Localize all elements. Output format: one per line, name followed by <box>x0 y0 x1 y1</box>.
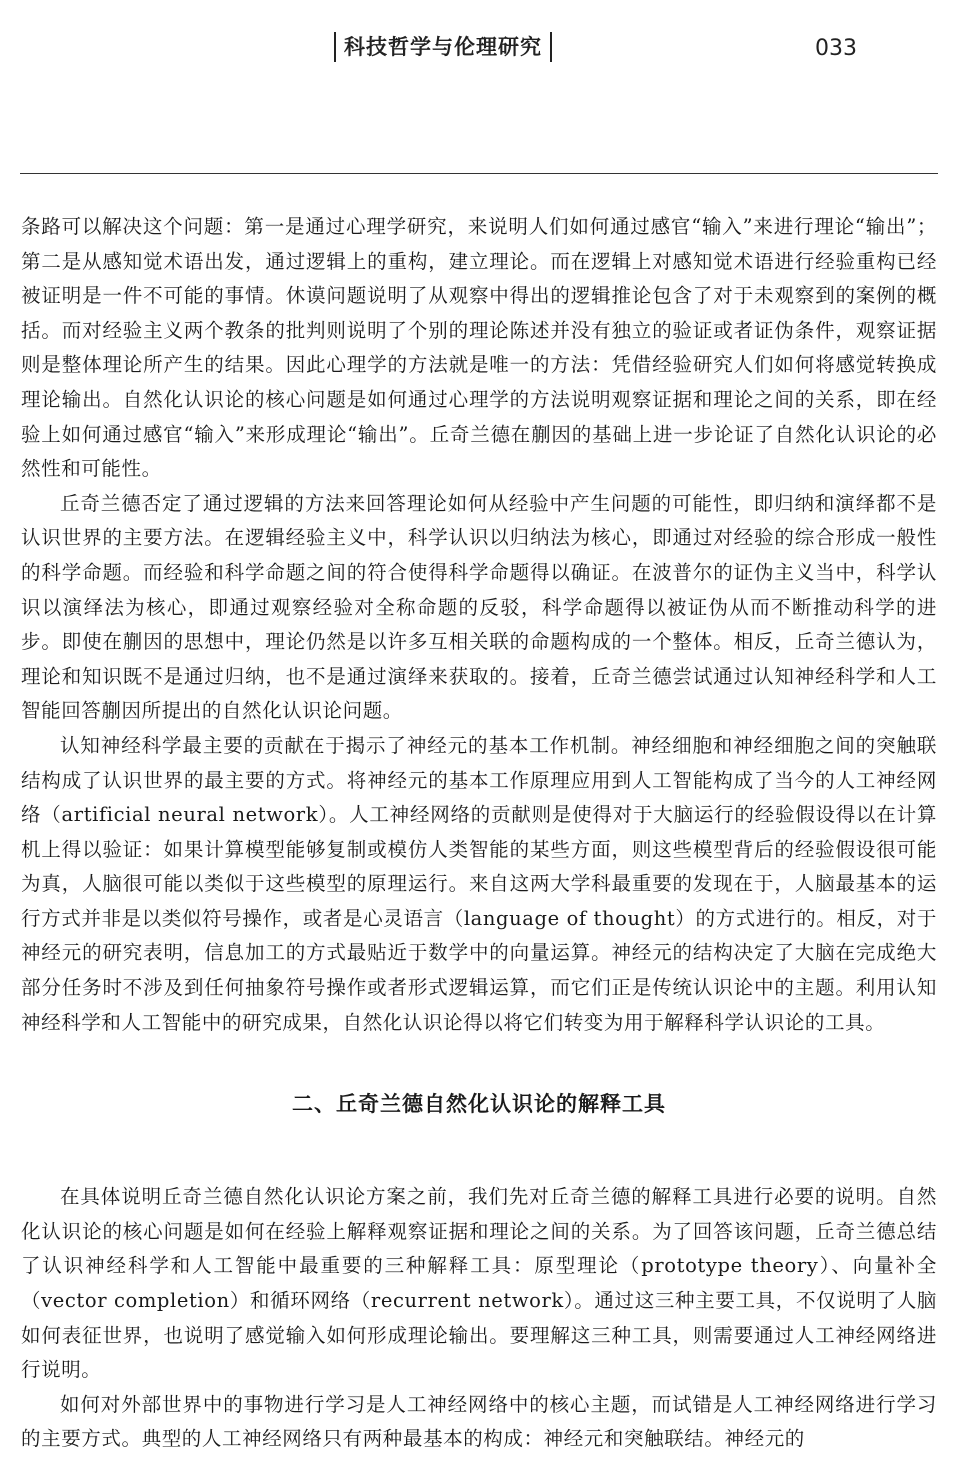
paragraph-5: 如何对外部世界中的事物进行学习是人工神经网络中的核心主题，而试错是人工神经网络进行学习的主要方式。典型的人工神经网络只有两种最基本的构成：神经元和突触联结。神经元的 <box>21 1392 937 1451</box>
paragraph-1: 条路可以解决这个问题：第一是通过心理学研究，来说明人们如何通过感官“输入”来进行理论“输出”；第二是从感知觉术语出发，通过逻辑上的重构，建立理论。而在逻辑上对感知觉术语进行经验重构已经被证明是一件不可能的事情。休谟问题说明了从观察中得出的逻辑推论包含了对于未观察到的案例的概括。而对经验主义两个教条的批判则说明了个别的理论陈述并没有独立的验证或者证伪条件，观察证据则是整体理论所产生的结果。因此心理学的方法就是唯一的方法：凭借经验研究人们如何将感觉转换成理论输出。自然化认识论的核心问题是如何通过心理学的方法说明观察证据和理论之间的关系，即在经验上如何通过感官“输入”来形成理论“输出”。丘奇兰德在蒯因的基础上进一步论证了自然化认识论的必然性和可能性。 <box>21 215 937 481</box>
section-heading: 二、丘奇兰德自然化认识论的解释工具 <box>292 1092 666 1117</box>
paragraph-3: 认知神经科学最主要的贡献在于揭示了神经元的基本工作机制。神经细胞和神经细胞之间的突触联结构成了认识世界的最主要的方式。将神经元的基本工作原理应用到人工智能构成了当今的人工神经网络（artificial neural network）。人工神经网络的贡献则是使得对于大脑运行的经验假设得以在计算机上得以验证：如果计算模型能够复制或模仿人类智能的某些方面，则这些模型背后的经验假设很可能为真，人脑很可能以类似于这些模型的原理运行。来自这两大学科最重要的发现在于，人脑最基本的运行方式并非是以类似符号操作，或者是心灵语言（language of thought）的方式进行的。相反，对于神经元的研究表明，信息加工的方式最贴近于数学中的向量运算。神经元的结构决定了大脑在完成绝大部分任务时不涉及到任何抽象符号操作或者形式逻辑运算，而它们正是传统认识论中的主题。利用认知神经科学和人工智能中的研究成果，自然化认识论得以将它们转变为用于解释科学认识论的工具。 <box>21 733 937 1034</box>
page-header <box>0 28 958 68</box>
page-number: 033 <box>815 36 857 61</box>
article-body <box>21 210 937 1457</box>
header-rule <box>20 173 938 174</box>
journal-title: 科技哲学与伦理研究 <box>334 32 552 62</box>
paragraph-2: 丘奇兰德否定了通过逻辑的方法来回答理论如何从经验中产生问题的可能性，即归纳和演绎都不是认识世界的主要方法。在逻辑经验主义中，科学认识以归纳法为核心，即通过对经验的综合形成一般性的科学命题。而经验和科学命题之间的符合使得科学命题得以确证。在波普尔的证伪主义当中，科学认识以演绎法为核心，即通过观察经验对全称命题的反驳，科学命题得以被证伪从而不断推动科学的进步。即使在蒯因的思想中，理论仍然是以许多互相关联的命题构成的一个整体。相反，丘奇兰德认为，理论和知识既不是通过归纳，也不是通过演绎来获取的。接着，丘奇兰德尝试通过认知神经科学和人工智能回答蒯因所提出的自然化认识论问题。 <box>21 491 937 723</box>
paragraph-4: 在具体说明丘奇兰德自然化认识论方案之前，我们先对丘奇兰德的解释工具进行必要的说明。自然化认识论的核心问题是如何在经验上解释观察证据和理论之间的关系。为了回答该问题，丘奇兰德总结了认识神经科学和人工智能中最重要的三种解释工具：原型理论（prototype theory）、向量补全（vector completion）和循环网络（recurrent network）。通过这三种主要工具，不仅说明了人脑如何表征世界，也说明了感觉输入如何形成理论输出。要理解这三种工具，则需要通过人工神经网络进行说明。 <box>21 1185 937 1382</box>
